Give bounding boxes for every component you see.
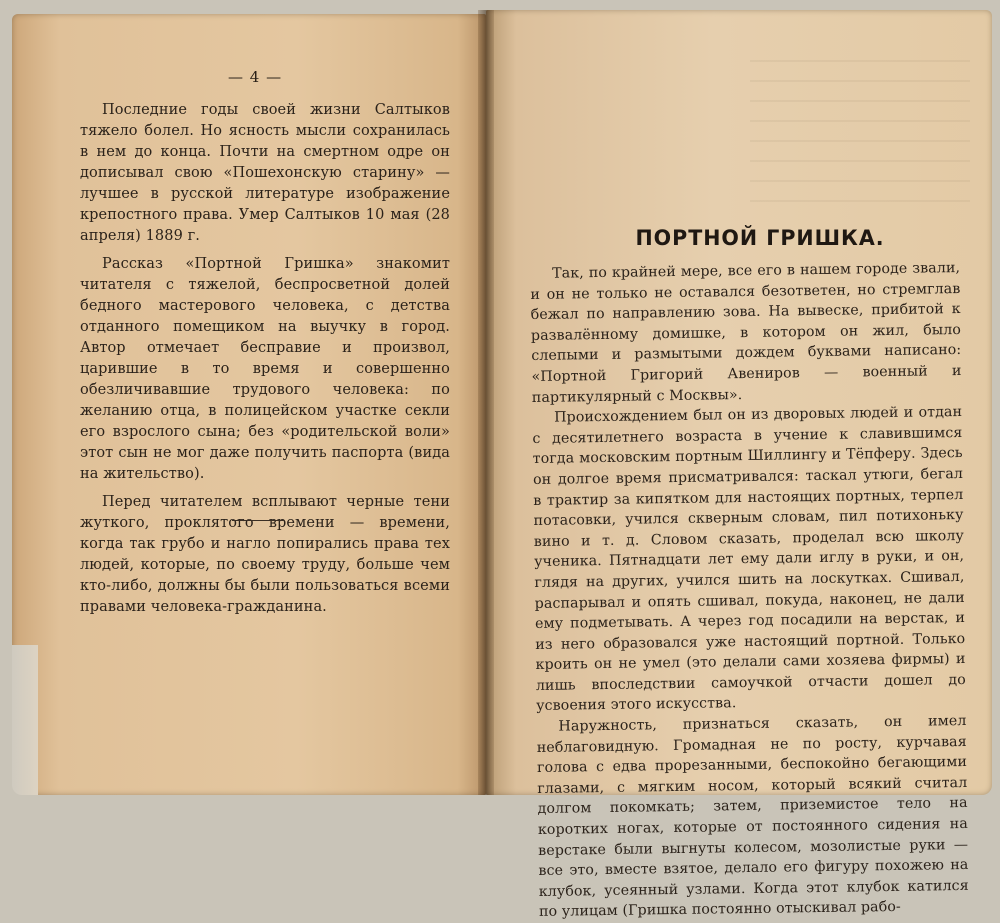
section-divider [232, 520, 284, 521]
right-paragraph: Происхождением был он из дворовых людей и отдан с десятилетнего возраста в учение к славившимся тогда московским портным Шиллингу и Тёпферу. Здесь он долгое время присматривался: таскал утюги, бегал в трактир за кипятком для настоящих портных, терпел потасовки, учился скверным словам, пил потихоньку вино и т. д. Словом сказать, проделал всю школу ученика. Пятнадцати лет ему дали иглу в руки, и он, глядя на других, учился шить на лоскутках. Сшивал, распарывал и опять сшивал, покуда, наконец, не дали ему подметывать. А через год посадили на верстак, и из него образовался уже настоящий портной. Только кроить он не умел (это делали сами хозяева фирмы) и лишь впоследствии самоучкой отчасти дошел до усвоения этого искусства. [532, 404, 966, 715]
left-paragraph: Рассказ «Портной Гришка» знакомит читателя с тяжелой, беспросветной долей бедного мастерового человека, с детства отданного помещиком на выучку в город. Автор отмечает бесправие и произвол, царившие в то время и совершенно обезличивавшие трудового человека: по желанию отца, в полицейском участке секли его взрослого сына; без «родительской воли» этот сын не мог даже получить паспорта (вида на жительство). [80, 256, 450, 482]
left-paragraph: Перед читателем всплывают черные тени жуткого, проклятого времени — времени, когда так грубо и нагло попирались права тех людей, которые, по своему труду, больше чем кто-либо, должны бы были пользоваться всеми правами человека-гражданина. [80, 494, 450, 615]
right-paragraph: Наружность, признаться сказать, он имел неблаговидную. Громадная не по росту, курчавая голова с едва прорезанными, беспокойно бегающими глазами, с мягким носом, который всякий считал долгом покомкать; затем, приземистое тело на коротких ногах, которые от постоянного сидения на верстаке были выгнуты колесом, мозолистые руки — все это, вместе взятое, делало его фигуру похожею на клубок, усеянный узлами. Когда этот клубок катился по улицам (Гришка постоянно отыскивал рабо- [536, 713, 969, 921]
right-page-text [530, 258, 969, 923]
show-through-text [750, 60, 970, 210]
left-paragraph: Последние годы своей жизни Салтыков тяжело болел. Но ясность мысли сохранилась в нем до конца. Почти на смертном одре он дописывал свою «Пошехонскую старину» — лучшее в русской литературе изображение крепостного права. Умер Салтыков 10 мая (28 апреля) 1889 г. [80, 102, 450, 244]
story-title: ПОРТНОЙ ГРИШКА. [635, 226, 885, 250]
book-gutter [478, 10, 494, 795]
page-number: — 4 — [228, 68, 283, 86]
right-paragraph: Так, по крайней мере, все его в нашем городе звали, и он не только не оставался безответен, но стремглав бежал по направлению зова. На вывеске, прибитой к развалённому домишке, в котором он жил, было слепыми и размытыми дождем буквами написано: «Портной Григорий Авениров — военный и партикулярный с Москвы». [530, 259, 962, 406]
torn-corner [12, 645, 38, 795]
left-page-text [80, 100, 450, 618]
